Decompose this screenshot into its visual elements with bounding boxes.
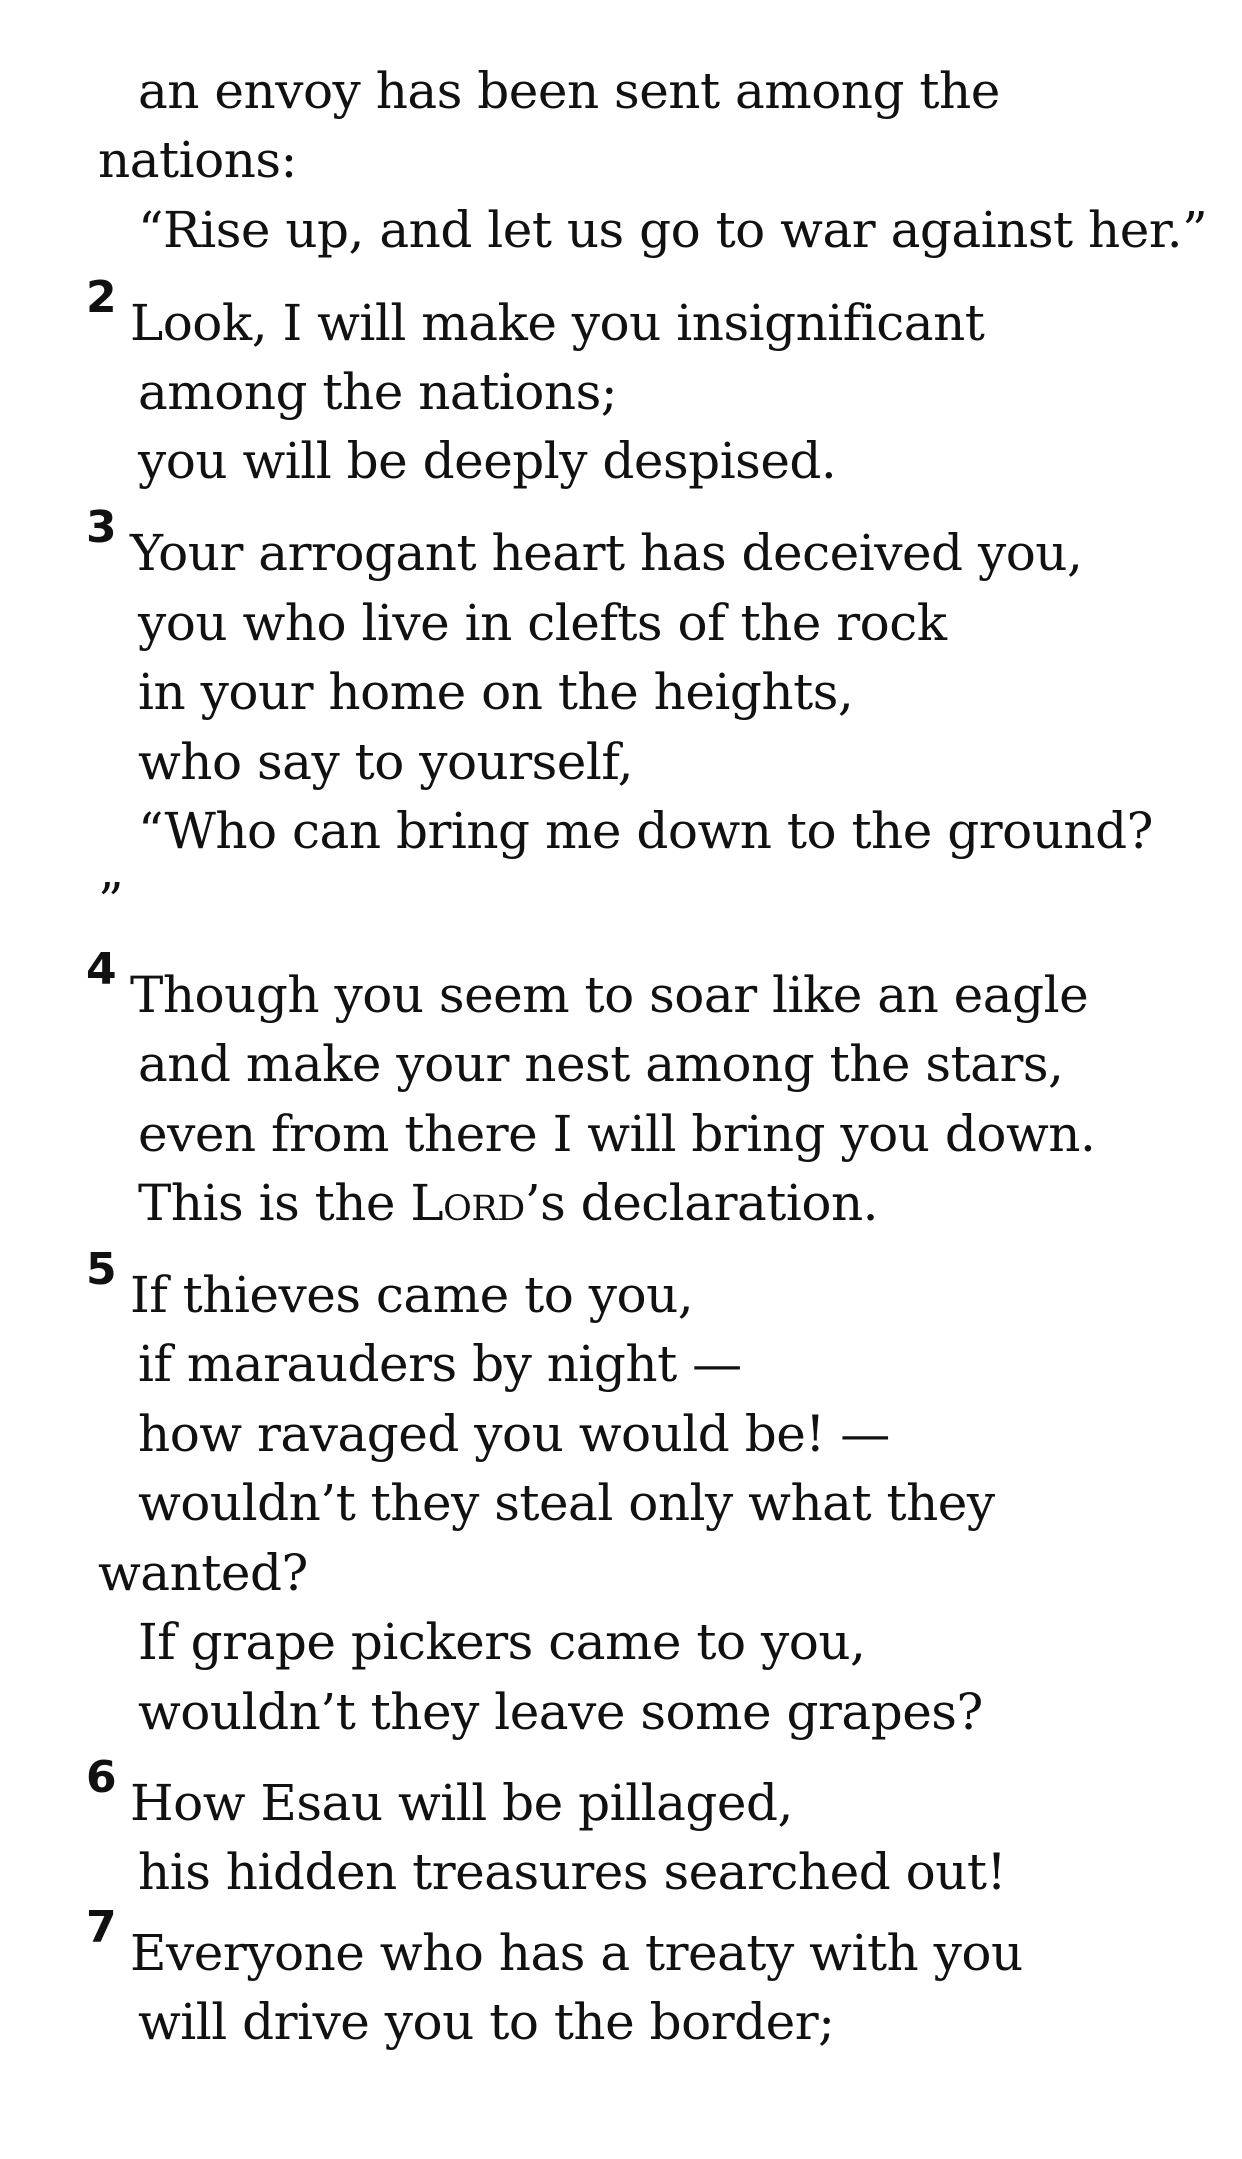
verse-line: “Who can bring me down to the ground? bbox=[138, 802, 1153, 860]
verse-line: even from there I will bring you down. bbox=[138, 1105, 1096, 1163]
verse-line: wouldn’t they steal only what they bbox=[138, 1474, 995, 1532]
verse-number: 5 bbox=[86, 1244, 117, 1295]
verse-line-text: This is the bbox=[138, 1174, 411, 1232]
verse-line: in your home on the heights, bbox=[138, 663, 854, 721]
verse-line: How Esau will be pillaged, bbox=[130, 1774, 793, 1832]
verse-line: Everyone who has a treaty with you bbox=[130, 1924, 1023, 1982]
verse-number: 6 bbox=[86, 1752, 117, 1803]
divine-name: Lord bbox=[410, 1174, 525, 1232]
verse-line: If grape pickers came to you, bbox=[138, 1613, 866, 1671]
verse-number: 2 bbox=[86, 272, 117, 323]
verse-line: and make your nest among the stars, bbox=[138, 1035, 1064, 1093]
verse-line-text: ’s declaration. bbox=[524, 1174, 879, 1232]
verse-line: if marauders by night — bbox=[138, 1335, 742, 1393]
verse-line: nations: bbox=[98, 131, 297, 189]
verse-line: wanted? bbox=[98, 1544, 308, 1602]
verse-line: who say to yourself, bbox=[138, 733, 634, 791]
verse-line: an envoy has been sent among the bbox=[138, 62, 1000, 120]
verse-line: you will be deeply despised. bbox=[138, 432, 837, 490]
verse-line: will drive you to the border; bbox=[138, 1993, 835, 2051]
verse-number: 3 bbox=[86, 502, 117, 553]
verse-line: his hidden treasures searched out! bbox=[138, 1843, 1007, 1901]
verse-line: Your arrogant heart has deceived you, bbox=[130, 524, 1083, 582]
verse-line: how ravaged you would be! — bbox=[138, 1405, 890, 1463]
verse-line: wouldn’t they leave some grapes? bbox=[138, 1683, 983, 1741]
verse-line: ” bbox=[98, 872, 124, 930]
verse-line: you who live in clefts of the rock bbox=[138, 594, 947, 652]
verse-number: 4 bbox=[86, 944, 117, 995]
verse-number: 7 bbox=[86, 1902, 117, 1953]
verse-line: If thieves came to you, bbox=[130, 1266, 694, 1324]
verse-line bbox=[138, 1174, 879, 1232]
verse-line: Though you seem to soar like an eagle bbox=[130, 966, 1089, 1024]
verse-line: among the nations; bbox=[138, 363, 618, 421]
verse-line: Look, I will make you insignificant bbox=[130, 294, 985, 352]
verse-line: “Rise up, and let us go to war against her.” bbox=[138, 201, 1208, 259]
